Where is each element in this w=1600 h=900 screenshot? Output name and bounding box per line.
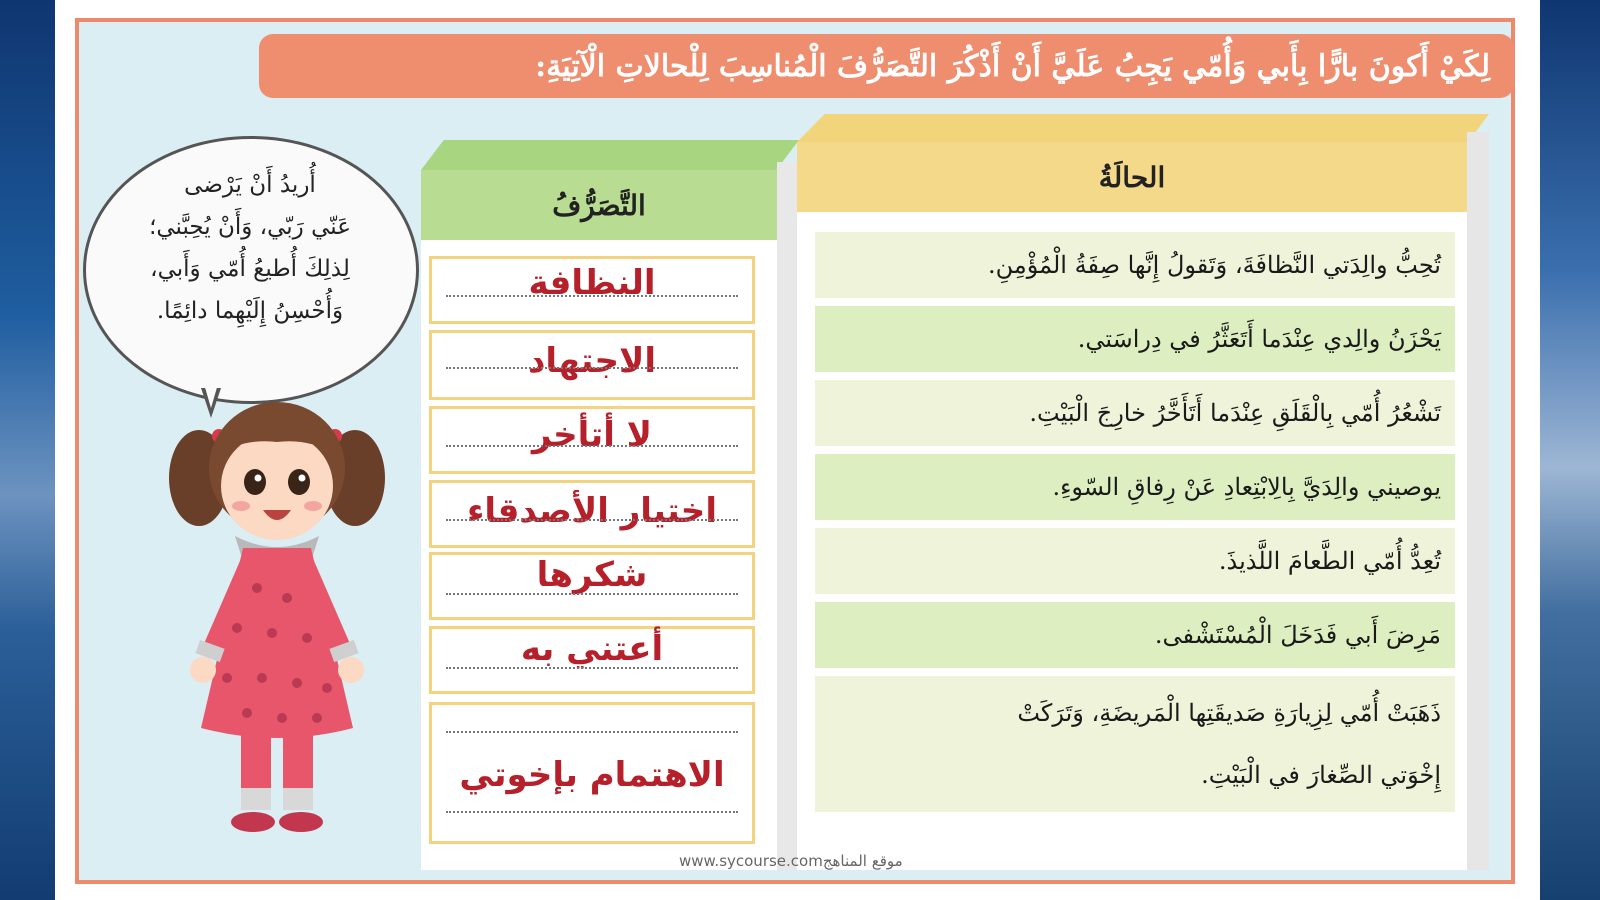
answer-box[interactable] <box>429 702 755 844</box>
answer-text: الاجتهاد <box>527 341 656 381</box>
speech-bubble-text <box>115 164 385 332</box>
girl-illustration <box>157 398 397 868</box>
case-text: يوصيني والِدَيَّ بِالِابْتِعادِ عَنْ رِفاقِ السّوءِ. <box>1052 473 1441 501</box>
action-column <box>421 140 777 870</box>
action-header-text: التَّصَرُّفُ <box>552 188 646 222</box>
case-text: تَشْعُرُ أُمّي بِالْقَلَقِ عِنْدَما أَتَأَخَّرُ خارِجَ الْبَيْتِ. <box>1029 399 1441 427</box>
case-row <box>815 380 1455 446</box>
action-column-body <box>421 240 777 870</box>
answer-text: اختيار الأصدقاء <box>467 491 717 531</box>
answer-box[interactable] <box>429 256 755 324</box>
answer-text: لا أتأخر <box>532 415 652 455</box>
case-text: تُعِدُّ أُمّي الطَّعامَ اللَّذيذَ. <box>1218 547 1441 575</box>
dotted-line <box>446 811 738 813</box>
answer-box[interactable] <box>429 480 755 548</box>
case-row <box>815 602 1455 668</box>
dotted-line <box>446 295 738 297</box>
answer-box[interactable] <box>429 552 755 620</box>
case-column-body <box>797 212 1467 870</box>
case-text: إِخْوَتي الصِّغارَ في الْبَيْتِ. <box>1201 761 1441 789</box>
dotted-line <box>446 731 738 733</box>
case-text: مَرِضَ أَبي فَدَخَلَ الْمُسْتَشْفى. <box>1154 621 1441 649</box>
background-right-sea <box>1540 0 1600 900</box>
case-row <box>815 232 1455 298</box>
answer-box[interactable] <box>429 406 755 474</box>
answer-text: أعتني به <box>520 629 664 669</box>
dotted-line <box>446 519 738 521</box>
case-column-top <box>797 114 1489 142</box>
slide-board <box>55 0 1540 900</box>
case-column-side <box>1467 132 1489 870</box>
worksheet-frame <box>75 18 1515 884</box>
action-column-top <box>421 140 799 170</box>
case-row <box>815 676 1455 812</box>
action-column-side <box>777 162 799 870</box>
answer-text: شكرها <box>536 555 648 595</box>
dotted-line <box>446 445 738 447</box>
dotted-line <box>446 593 738 595</box>
bubble-line: لِذلِكَ أُطيعُ أُمّي وَأَبي، <box>150 256 350 282</box>
case-text: يَحْزَنُ والِدي عِنْدَما أَتَعَثَّرُ في دِراسَتي. <box>1077 325 1441 353</box>
background-left-sea <box>0 0 55 900</box>
bubble-line: أُريدُ أَنْ يَرْضى <box>184 172 316 198</box>
case-text: تُحِبُّ والِدَتي النَّظافَةَ، وَتَقولُ إِنَّها صِفَةُ الْمُؤْمِنِ. <box>987 251 1441 279</box>
answer-text: الاهتمام بإخوتي <box>459 755 725 795</box>
dotted-line <box>446 367 738 369</box>
answer-box[interactable] <box>429 330 755 400</box>
case-header-text: الحالَةُ <box>1098 160 1166 194</box>
title-text: لِكَيْ أَكونَ بارًّا بِأَبي وَأُمّي يَجِبُ عَلَيَّ أَنْ أَذْكُرَ التَّصَرُّفَ الْمُناسِبَ لِلْحالاتِ الْآتِيَةِ: <box>535 48 1490 84</box>
case-row <box>815 454 1455 520</box>
watermark: www.sycourse.comموقع المناهج <box>679 852 903 870</box>
case-text: ذَهَبَتْ أُمّي لِزِيارَةِ صَديقَتِها الْمَريضَةِ، وَتَرَكَتْ <box>1017 699 1441 727</box>
action-header <box>421 170 777 240</box>
case-row <box>815 306 1455 372</box>
case-column <box>797 114 1489 870</box>
answer-box[interactable] <box>429 626 755 694</box>
bubble-line: وَأُحْسِنُ إِلَيْهِما دائِمًا. <box>156 298 344 324</box>
case-header <box>797 142 1467 212</box>
bubble-line: عَنّي رَبّي، وَأَنْ يُحِبَّني؛ <box>149 214 351 240</box>
title-banner <box>259 34 1514 98</box>
dotted-line <box>446 667 738 669</box>
answer-text: النظافة <box>528 263 656 303</box>
case-row <box>815 528 1455 594</box>
